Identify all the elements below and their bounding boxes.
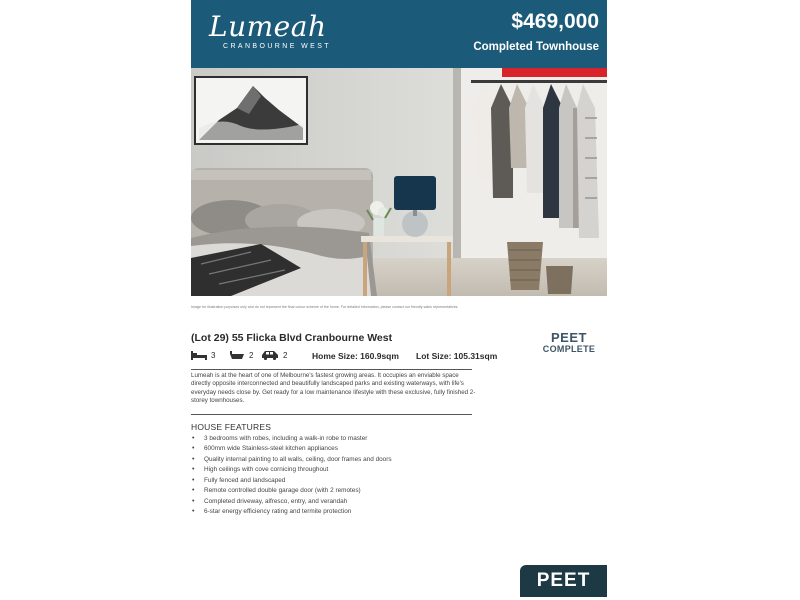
listing-status: Completed Townhouse xyxy=(473,41,599,53)
feature-item: • Completed driveway, alfresco, entry, and verandah xyxy=(191,498,421,506)
car-icon xyxy=(261,350,279,360)
feature-item: • Quality internal painting to all walls, ceiling, door frames and doors xyxy=(191,456,421,464)
feature-item: • High ceilings with cove cornicing throughout xyxy=(191,466,421,474)
peet-complete-badge xyxy=(540,331,598,354)
peet-logo: PEET xyxy=(520,565,607,597)
divider-top xyxy=(191,369,472,370)
feature-item: • 3 bedrooms with robes, including a walk-in robe to master xyxy=(191,435,421,443)
description: Lumeah is at the heart of one of Melbourne's fastest growing areas. It occupies an enviable space directly opposite interconnected and beautifully landscaped parks and existing waterways, with life's everyday needs close by. Get ready for a low maintenance lifestyle with these exclusive, fully finished 2-storey townhouses. xyxy=(191,372,476,405)
divider-bottom xyxy=(191,414,472,415)
brochure-page xyxy=(191,0,607,600)
accent-bar xyxy=(502,68,607,77)
bath-icon xyxy=(229,350,245,360)
car-spaces-count: 2 xyxy=(283,350,288,360)
logo-location: CRANBOURNE WEST xyxy=(223,43,331,50)
property-address: (Lot 29) 55 Flicka Blvd Cranbourne West xyxy=(191,332,393,344)
bathrooms-count: 2 xyxy=(249,350,254,360)
bedrooms-count: 3 xyxy=(211,350,216,360)
feature-item: • 6-star energy efficiency rating and termite protection xyxy=(191,508,421,516)
image-disclaimer: Image for illustration purposes only and do not represent the final colour scheme of the home. For detailed information, please contact our friendly sales representatives. xyxy=(191,305,459,309)
badge-bottom: COMPLETE xyxy=(542,344,596,354)
bedroom-illustration xyxy=(191,68,607,296)
feature-item: • Remote controlled double garage door (with 2 remotes) xyxy=(191,487,421,495)
logo-name: Lumeah xyxy=(209,10,327,43)
feature-item: • 600mm wide Stainless-steel kitchen appliances xyxy=(191,445,421,453)
car-spaces-spec xyxy=(261,350,287,360)
bedrooms-spec xyxy=(191,350,215,360)
property-specs xyxy=(191,350,511,364)
header-band xyxy=(191,0,607,68)
home-size: Home Size: 160.9sqm xyxy=(312,351,399,361)
feature-item: • Fully fenced and landscaped xyxy=(191,477,421,485)
lumeah-logo xyxy=(209,12,331,50)
bathrooms-spec xyxy=(229,350,253,360)
features-title: HOUSE FEATURES xyxy=(191,422,272,432)
price: $469,000 xyxy=(511,10,599,33)
bed-icon xyxy=(191,350,207,360)
lot-size: Lot Size: 105.31sqm xyxy=(416,351,498,361)
badge-top: PEET xyxy=(551,330,587,345)
features-list xyxy=(191,435,421,519)
hero-photo xyxy=(191,68,607,296)
